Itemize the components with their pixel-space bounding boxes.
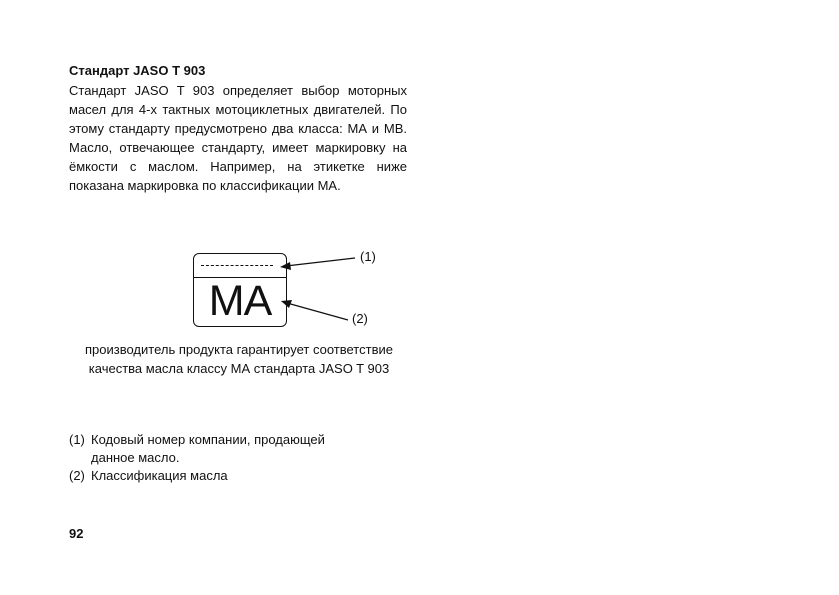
oil-class-mark: MA	[208, 277, 272, 325]
company-code-dashed-line	[201, 265, 273, 266]
section-heading: Стандарт JASO T 903	[69, 63, 206, 78]
legend-item	[69, 467, 371, 485]
legend-list	[69, 431, 371, 485]
legend-item	[69, 431, 371, 467]
callout-1-label: (1)	[360, 249, 376, 264]
callout-1-leader-line	[286, 258, 355, 266]
oil-label-figure	[150, 240, 410, 340]
body-paragraph: Стандарт JASO T 903 определяет выбор моторных масел для 4-х тактных мотоциклетных двигателей. По этому стандарту предусмотрено два класса: МА и МВ. Масло, отвечающее стандарту, имеет маркировку на ёмкости с маслом. Например, на этикетке ниже показана маркировка по классификации МА.	[69, 83, 407, 193]
callout-2-label: (2)	[352, 311, 368, 326]
caption-line-1: производитель продукта гарантирует соответствие	[85, 342, 393, 357]
oil-label-box	[193, 253, 287, 327]
figure-caption	[69, 340, 409, 378]
legend-number: (2)	[69, 468, 85, 483]
page-number: 92	[69, 526, 84, 541]
callout-2-leader-line	[287, 303, 348, 320]
legend-number: (1)	[69, 432, 85, 447]
caption-line-2: качества масла классу МА стандарта JASO T 903	[88, 361, 390, 376]
legend-text: Кодовый номер компании, продающей данное масло.	[91, 432, 325, 465]
legend-text: Классификация масла	[91, 468, 228, 483]
